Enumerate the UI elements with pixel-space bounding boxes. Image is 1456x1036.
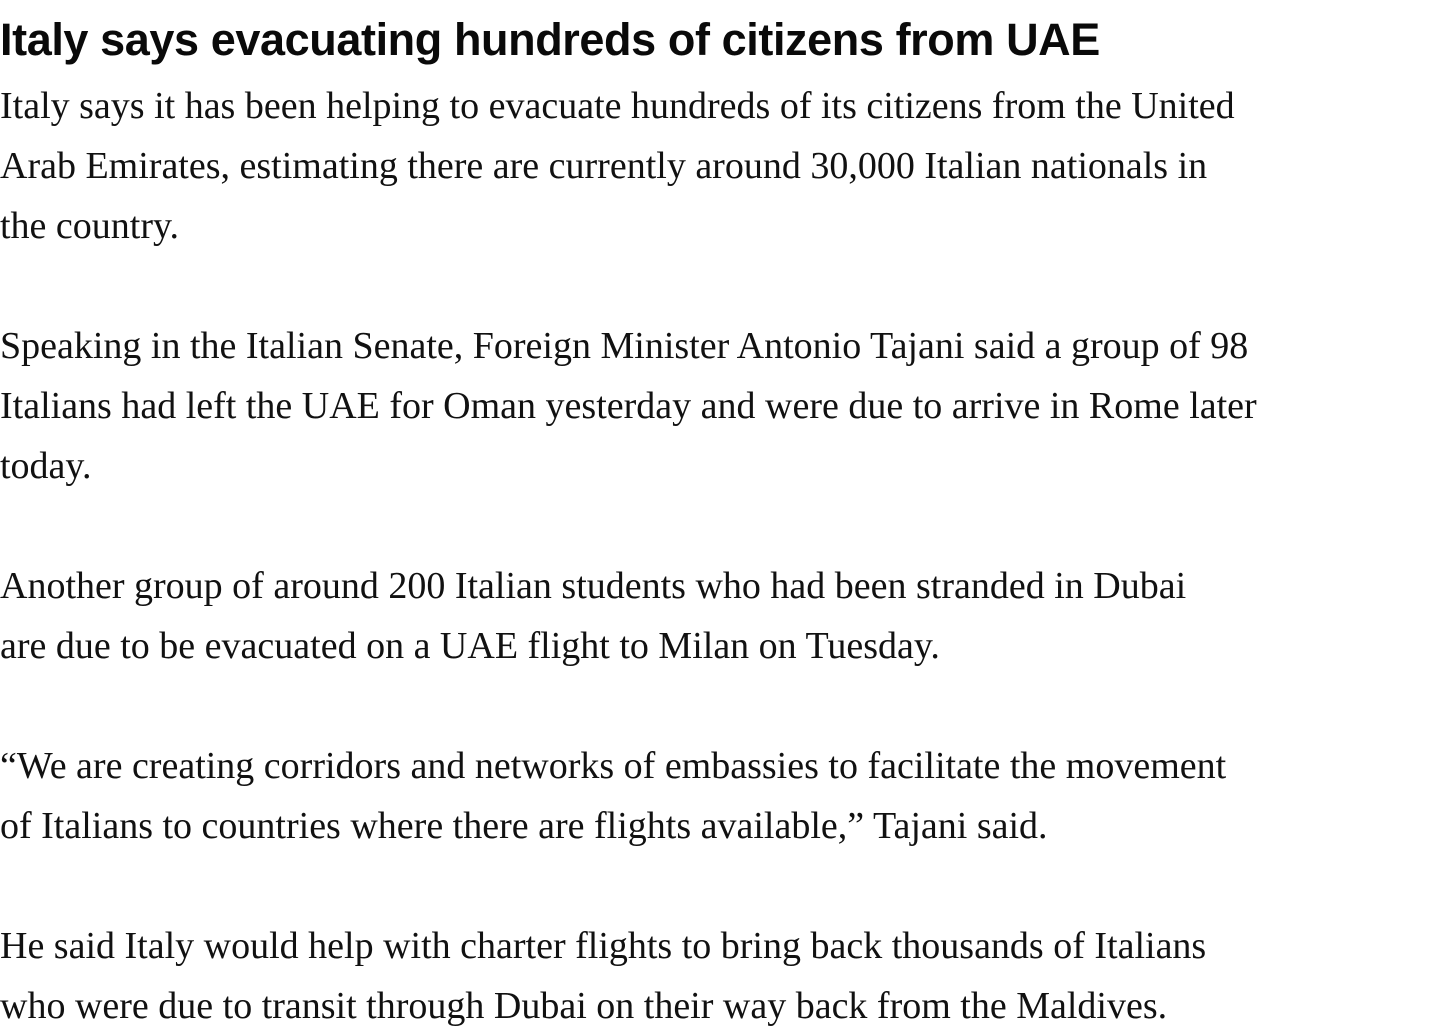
article-paragraph: [0, 916, 1456, 1036]
paragraph-line: Italy says it has been helping to evacuate hundreds of its citizens from the United: [0, 85, 1235, 127]
paragraph-line: “We are creating corridors and networks of embassies to facilitate the movement: [0, 745, 1227, 787]
article-paragraph: [0, 736, 1456, 856]
paragraph-line: Speaking in the Italian Senate, Foreign Minister Antonio Tajani said a group of 98: [0, 325, 1249, 367]
article-paragraph: [0, 556, 1456, 676]
paragraph-line: the country.: [0, 205, 180, 247]
paragraph-line: He said Italy would help with charter flights to bring back thousands of Italians: [0, 925, 1207, 967]
paragraph-line: of Italians to countries where there are flights available,” Tajani said.: [0, 805, 1048, 847]
article-headline: Italy says evacuating hundreds of citizens from UAE: [0, 14, 1100, 65]
paragraph-line: Another group of around 200 Italian students who had been stranded in Dubai: [0, 565, 1187, 607]
article-paragraph: [0, 316, 1456, 496]
paragraph-line: Italians had left the UAE for Oman yesterday and were due to arrive in Rome later: [0, 385, 1257, 427]
paragraph-line: today.: [0, 445, 92, 487]
paragraph-line: are due to be evacuated on a UAE flight to Milan on Tuesday.: [0, 625, 940, 667]
paragraph-line: Arab Emirates, estimating there are currently around 30,000 Italian nationals in: [0, 145, 1208, 187]
article-paragraph: [0, 76, 1456, 256]
paragraph-line: who were due to transit through Dubai on their way back from the Maldives.: [0, 985, 1168, 1027]
